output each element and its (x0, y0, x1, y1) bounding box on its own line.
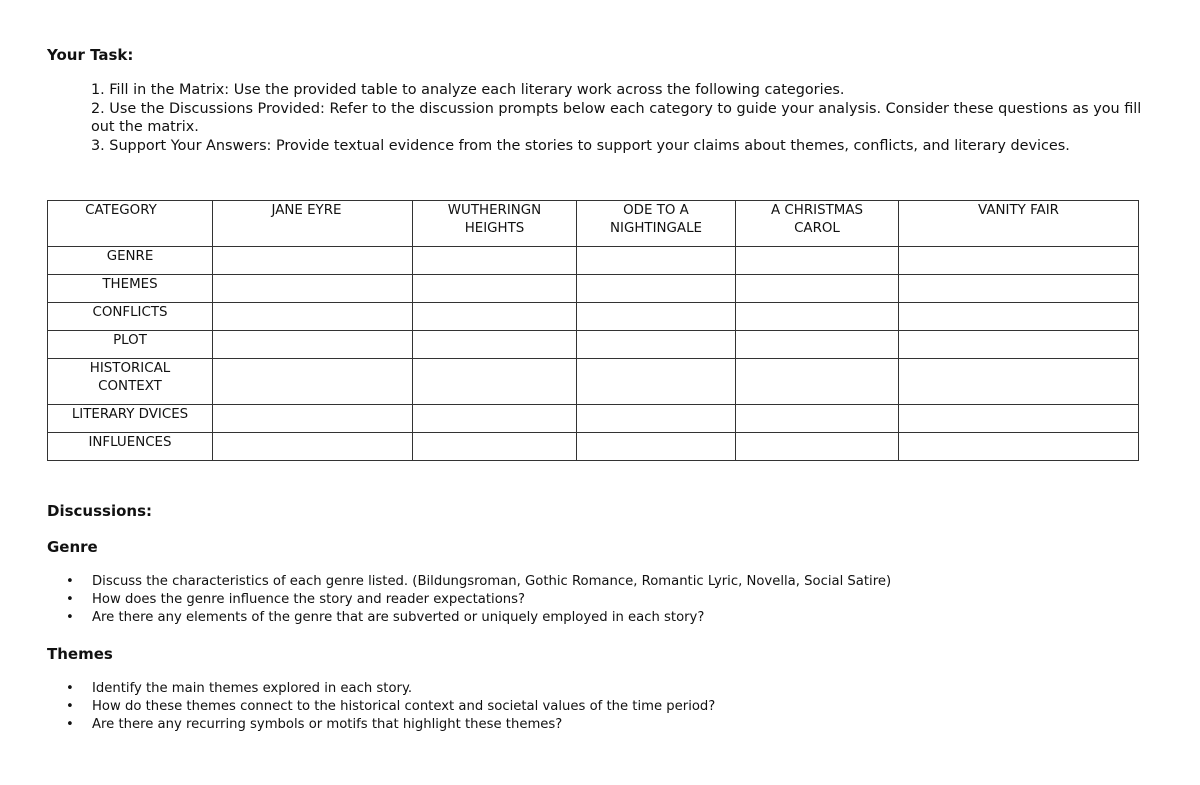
list-item (66, 591, 1066, 609)
matrix-cell[interactable] (577, 275, 736, 303)
matrix-cell[interactable] (899, 359, 1139, 405)
discussions-heading: Discussions: (47, 502, 152, 520)
matrix-cell[interactable] (899, 331, 1139, 359)
column-header-a-christmas-carol: A CHRISTMAS CAROL (736, 201, 899, 247)
matrix-cell[interactable] (413, 359, 577, 405)
matrix-cell[interactable] (413, 247, 577, 275)
matrix-cell[interactable] (577, 433, 736, 461)
row-label-influences: INFLUENCES (48, 433, 213, 461)
list-item (66, 716, 1066, 734)
matrix-cell[interactable] (899, 433, 1139, 461)
matrix-cell[interactable] (736, 331, 899, 359)
list-item-text: Are there any elements of the genre that are subverted or uniquely employed in each story? (92, 610, 705, 625)
matrix-cell[interactable] (899, 275, 1139, 303)
bullet-icon: • (66, 717, 74, 732)
column-header-ode-to-a-nightingale: ODE TO A NIGHTINGALE (577, 201, 736, 247)
matrix-cell[interactable] (577, 247, 736, 275)
matrix-row-plot (48, 331, 1139, 359)
list-item-text: Are there any recurring symbols or motifs that highlight these themes? (92, 717, 563, 732)
matrix-cell[interactable] (213, 433, 413, 461)
analysis-matrix (47, 200, 1139, 461)
task-item: 3. Support Your Answers: Provide textual evidence from the stories to support your claims about themes, conflicts, and literary devices. (91, 137, 1070, 154)
matrix-cell[interactable] (899, 247, 1139, 275)
matrix-header-row (48, 201, 1139, 247)
matrix-cell[interactable] (899, 405, 1139, 433)
list-item (66, 573, 1066, 591)
list-item-text: How does the genre influence the story and reader expectations? (92, 592, 525, 607)
matrix-cell[interactable] (413, 303, 577, 331)
bullet-icon: • (66, 610, 74, 625)
task-heading: Your Task: (47, 46, 134, 64)
matrix-cell[interactable] (577, 303, 736, 331)
matrix-cell[interactable] (213, 247, 413, 275)
matrix-cell[interactable] (413, 275, 577, 303)
matrix-cell[interactable] (213, 405, 413, 433)
matrix-cell[interactable] (213, 303, 413, 331)
row-label-genre: GENRE (48, 247, 213, 275)
matrix-cell[interactable] (736, 275, 899, 303)
matrix-cell[interactable] (413, 405, 577, 433)
list-item (66, 698, 1066, 716)
matrix-cell[interactable] (736, 303, 899, 331)
matrix-cell[interactable] (736, 405, 899, 433)
genre-discussion-list (66, 573, 1066, 627)
matrix-cell[interactable] (736, 433, 899, 461)
matrix-row-influences (48, 433, 1139, 461)
task-list (91, 81, 1151, 155)
task-item: 2. Use the Discussions Provided: Refer to the discussion prompts below each category to guide your analysis. Consider these questions as you fill out the matrix. (91, 100, 1142, 135)
task-item: 1. Fill in the Matrix: Use the provided table to analyze each literary work across the following categories. (91, 82, 845, 98)
column-header-category: CATEGORY (48, 201, 213, 247)
bullet-icon: • (66, 574, 74, 589)
matrix-cell[interactable] (577, 405, 736, 433)
bullet-icon: • (66, 592, 74, 607)
matrix-cell[interactable] (736, 247, 899, 275)
row-label-historical-context: HISTORICAL CONTEXT (48, 359, 213, 405)
list-item (66, 680, 1066, 698)
matrix-cell[interactable] (213, 359, 413, 405)
matrix-cell[interactable] (577, 331, 736, 359)
matrix-row-literary-devices (48, 405, 1139, 433)
themes-discussion-list (66, 680, 1066, 734)
column-header-vanity-fair: VANITY FAIR (899, 201, 1139, 247)
matrix-row-themes (48, 275, 1139, 303)
column-header-wuthering-heights: WUTHERINGN HEIGHTS (413, 201, 577, 247)
list-item-text: How do these themes connect to the historical context and societal values of the time period? (92, 699, 716, 714)
column-header-jane-eyre: JANE EYRE (213, 201, 413, 247)
matrix-row-historical-context (48, 359, 1139, 405)
row-label-literary-devices: LITERARY DVICES (48, 405, 213, 433)
list-item-text: Discuss the characteristics of each genre listed. (Bildungsroman, Gothic Romance, Romantic Lyric, Novella, Social Satire) (92, 574, 892, 589)
row-label-themes: THEMES (48, 275, 213, 303)
matrix-cell[interactable] (577, 359, 736, 405)
matrix-cell[interactable] (213, 275, 413, 303)
list-item-text: Identify the main themes explored in each story. (92, 681, 413, 696)
matrix-row-conflicts (48, 303, 1139, 331)
row-label-conflicts: CONFLICTS (48, 303, 213, 331)
matrix-cell[interactable] (413, 433, 577, 461)
list-item (66, 609, 1066, 627)
matrix-cell[interactable] (736, 359, 899, 405)
bullet-icon: • (66, 699, 74, 714)
matrix-row-genre (48, 247, 1139, 275)
matrix-cell[interactable] (413, 331, 577, 359)
row-label-plot: PLOT (48, 331, 213, 359)
matrix-cell[interactable] (899, 303, 1139, 331)
matrix-cell[interactable] (213, 331, 413, 359)
genre-heading: Genre (47, 538, 98, 556)
themes-heading: Themes (47, 645, 113, 663)
bullet-icon: • (66, 681, 74, 696)
